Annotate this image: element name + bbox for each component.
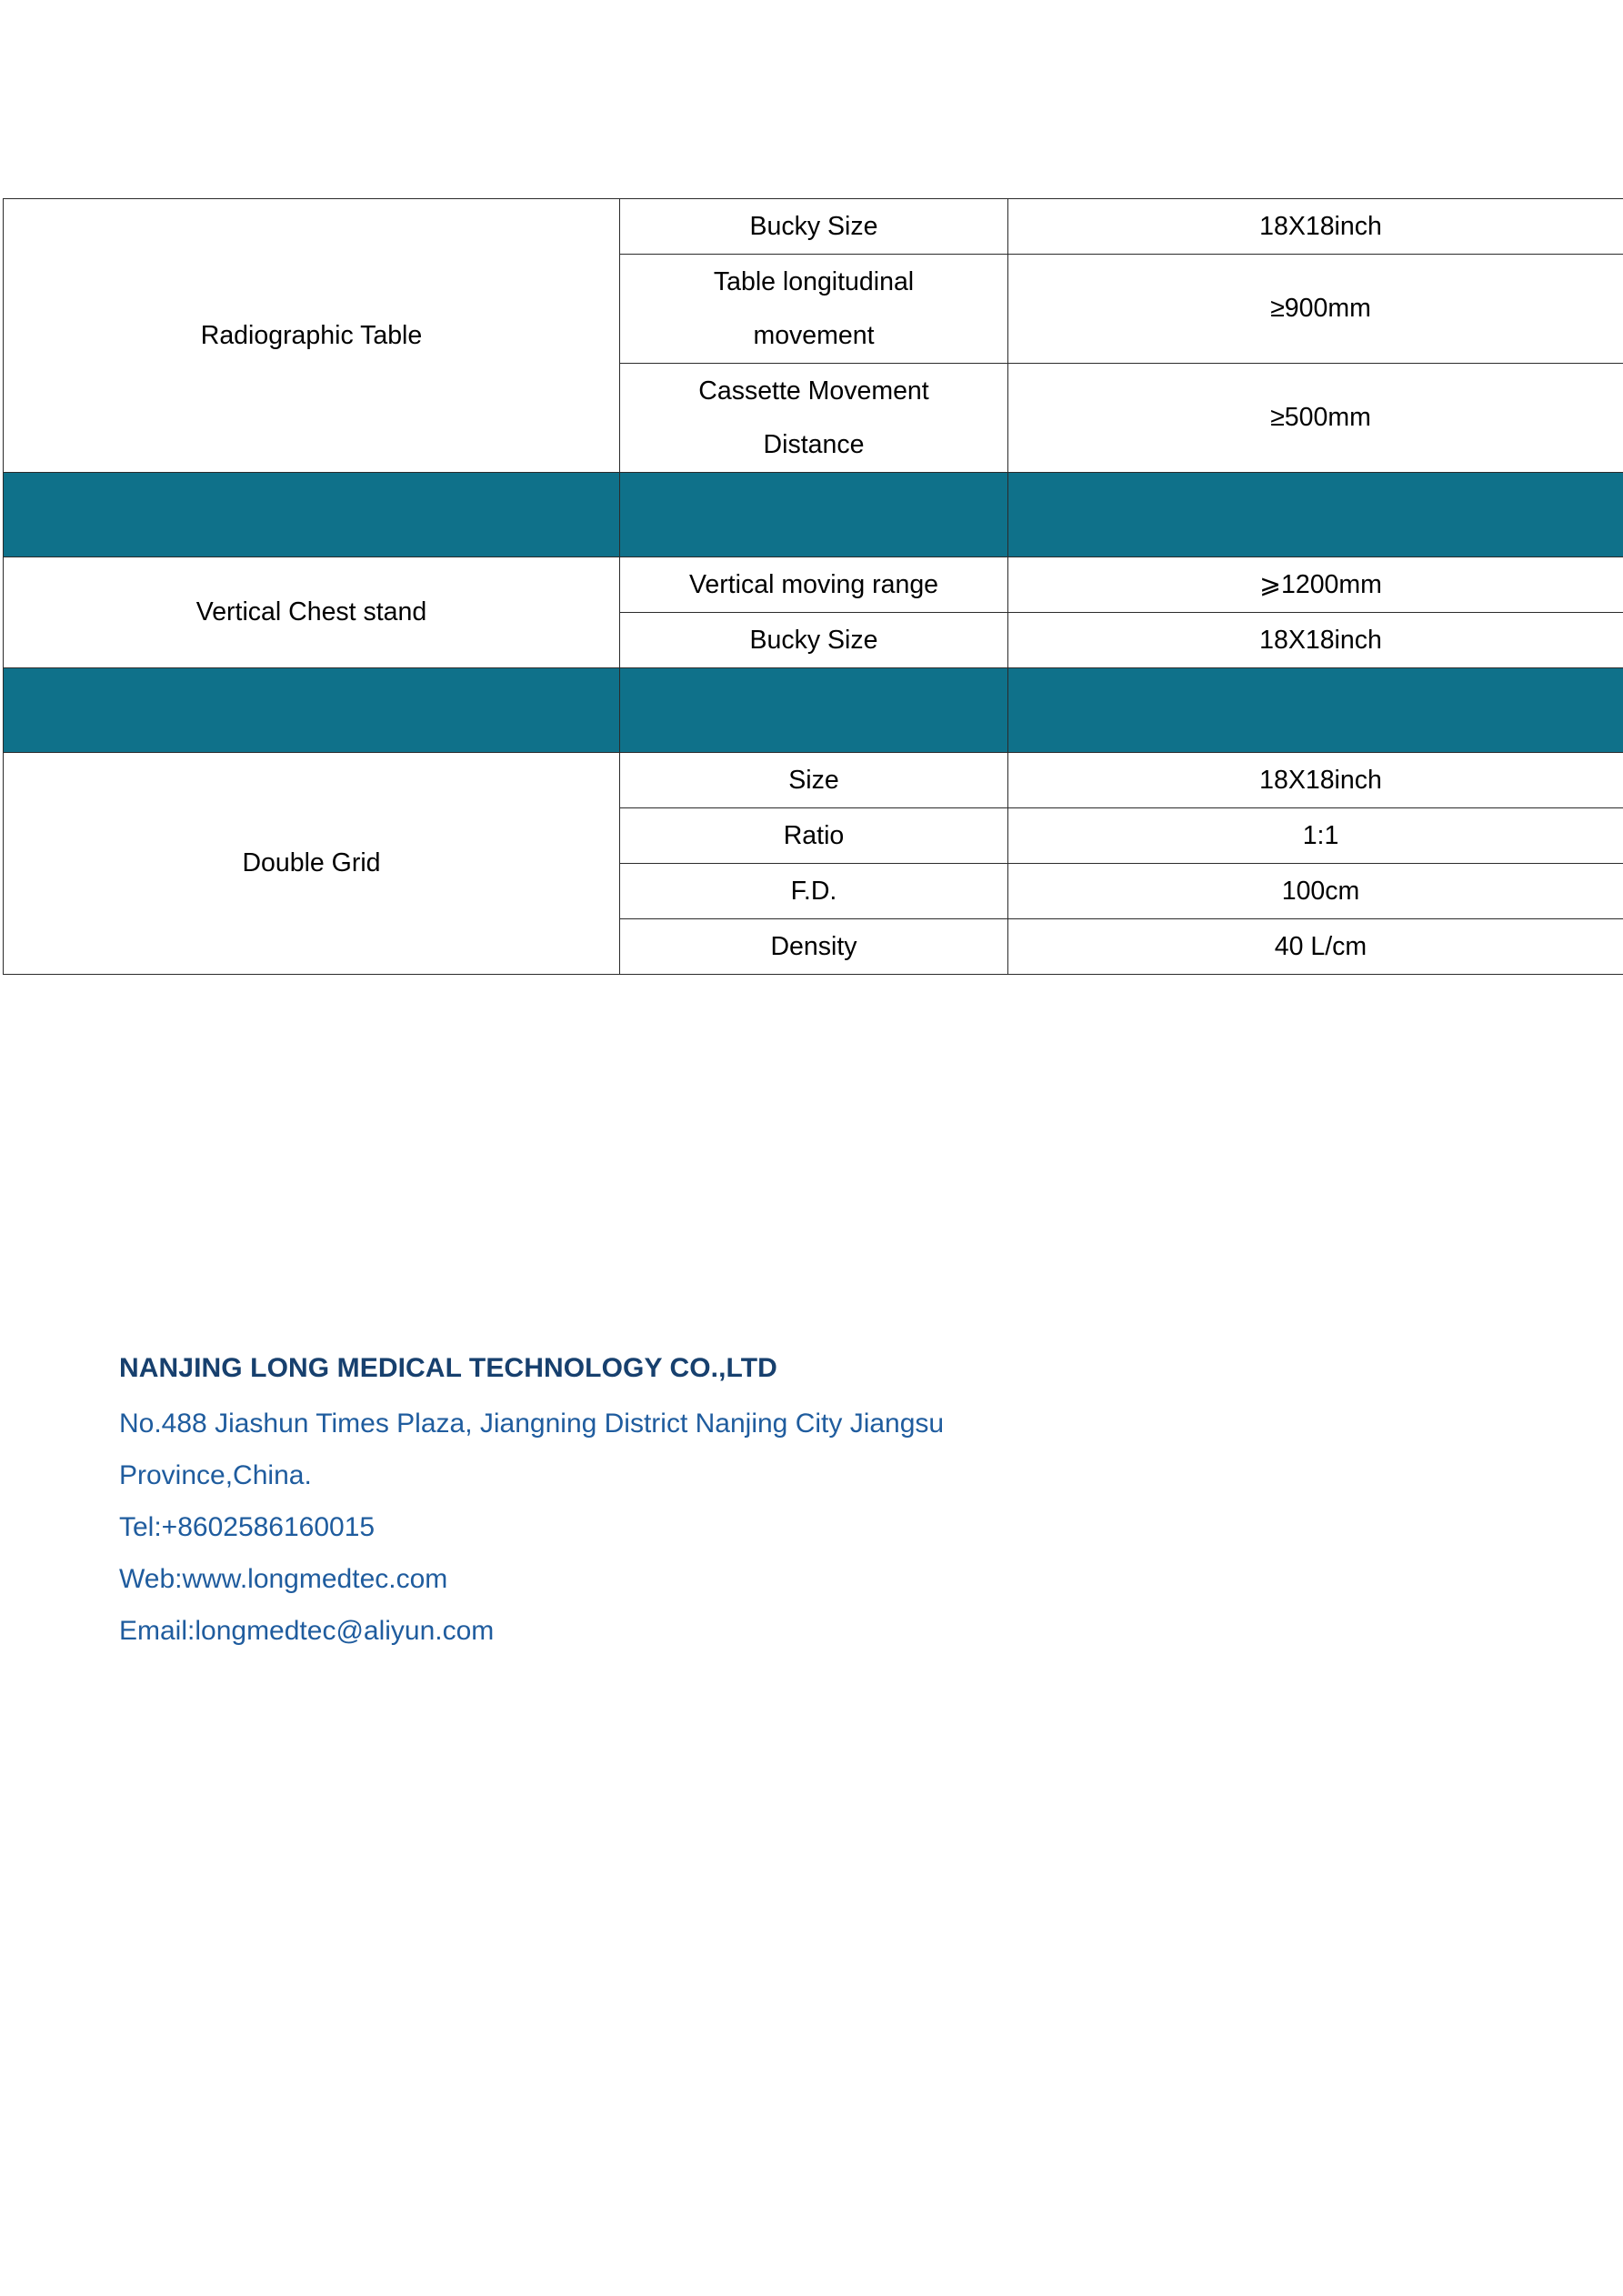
- band-cell-param: [620, 668, 1008, 753]
- table-row: [4, 753, 1623, 808]
- company-address-line-2: Province,China.: [119, 1460, 312, 1490]
- param-label: Density: [620, 919, 1008, 975]
- group-label-radiographic-table: Radiographic Table: [4, 199, 620, 473]
- param-value: 18X18inch: [1008, 753, 1623, 808]
- param-value: 18X18inch: [1008, 613, 1623, 668]
- company-contact-block: [119, 1355, 1301, 1669]
- company-name: NANJING LONG MEDICAL TECHNOLOGY CO.,LTD: [119, 1353, 777, 1383]
- param-label-line1: Table longitudinal: [713, 267, 915, 297]
- group-label-vertical-chest-stand: Vertical Chest stand: [4, 557, 620, 668]
- param-label: Bucky Size: [620, 613, 1008, 668]
- param-value: ≥500mm: [1008, 364, 1623, 473]
- param-value: ≥900mm: [1008, 255, 1623, 364]
- company-telephone: Tel:+8602586160015: [119, 1512, 376, 1542]
- param-label: Bucky Size: [620, 199, 1008, 255]
- param-value: 40 L/cm: [1008, 919, 1623, 975]
- param-value: ⩾1200mm: [1008, 557, 1623, 613]
- section-separator-band: [4, 473, 1623, 557]
- param-label: Ratio: [620, 808, 1008, 864]
- group-label-double-grid: Double Grid: [4, 753, 620, 975]
- company-address-line-1: No.488 Jiashun Times Plaza, Jiangning District Nanjing City Jiangsu: [119, 1409, 945, 1439]
- table-row: [4, 199, 1623, 255]
- table-row: [4, 557, 1623, 613]
- param-value: 100cm: [1008, 864, 1623, 919]
- param-label-multiline: [620, 255, 1008, 364]
- param-label: Size: [620, 753, 1008, 808]
- band-cell-value: [1008, 668, 1623, 753]
- param-label-line2: Distance: [763, 429, 865, 459]
- company-email: Email:longmedtec@aliyun.com: [119, 1616, 495, 1646]
- param-label-line2: movement: [753, 320, 875, 350]
- band-cell-group: [4, 473, 620, 557]
- param-value: 1:1: [1008, 808, 1623, 864]
- param-label-multiline: [620, 364, 1008, 473]
- company-website: Web:www.longmedtec.com: [119, 1564, 448, 1594]
- param-label-line1: Cassette Movement: [698, 376, 929, 406]
- specification-table-container: [3, 198, 1623, 975]
- section-separator-band: [4, 668, 1623, 753]
- band-cell-value: [1008, 473, 1623, 557]
- param-label: F.D.: [620, 864, 1008, 919]
- band-cell-param: [620, 473, 1008, 557]
- param-label: Vertical moving range: [620, 557, 1008, 613]
- param-value: 18X18inch: [1008, 199, 1623, 255]
- band-cell-group: [4, 668, 620, 753]
- specification-table: [3, 198, 1623, 975]
